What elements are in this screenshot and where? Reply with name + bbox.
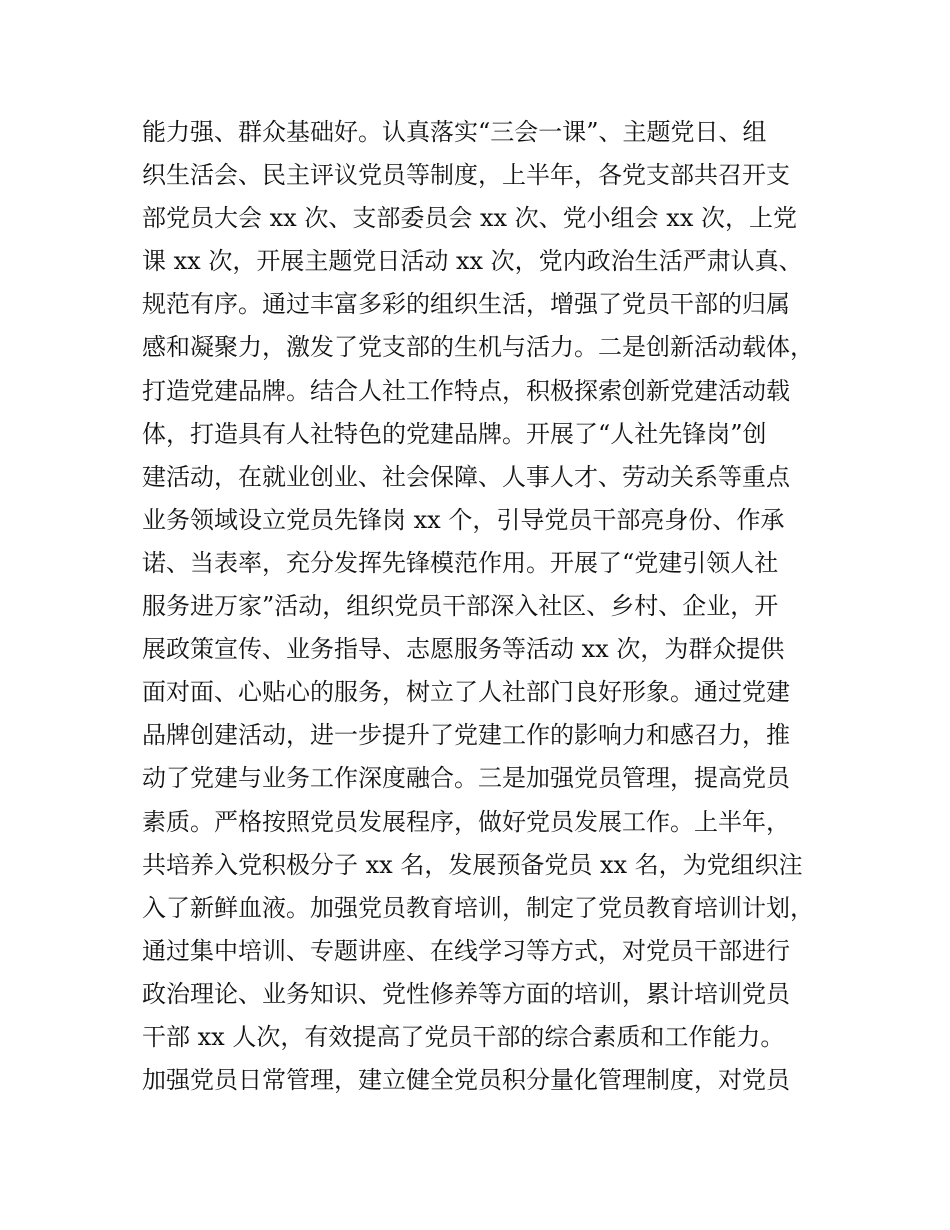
text-line: 织生活会、民主评议党员等制度，上半年，各党支部共召开支 — [142, 161, 790, 190]
text-line: 服务进万家”活动，组织党员干部深入社区、乡村、企业，开 — [142, 592, 779, 621]
text-line: 通过集中培训、专题讲座、在线学习等方式，对党员干部进行 — [142, 936, 790, 965]
text-line: 加强党员日常管理，建立健全党员积分量化管理制度，对党员 — [142, 1066, 790, 1095]
text-line: 课 xx 次，开展主题党日活动 xx 次，党内政治生活严肃认真、 — [142, 247, 803, 276]
text-line: 部党员大会 xx 次、支部委员会 xx 次、党小组会 xx 次，上党 — [142, 204, 797, 233]
text-line: 入了新鲜血液。加强党员教育培训，制定了党员教育培训计划， — [142, 893, 814, 922]
text-line: 展政策宣传、业务指导、志愿服务等活动 xx 次，为群众提供 — [142, 635, 785, 664]
text-line: 干部 xx 人次，有效提高了党员干部的综合素质和工作能力。 — [142, 1022, 785, 1051]
text-line: 建活动，在就业创业、社会保障、人事人才、劳动关系等重点 — [142, 462, 790, 491]
text-line: 诺、当表率，充分发挥先锋模范作用。开展了“党建引领人社 — [142, 548, 779, 577]
text-line: 业务领域设立党员先锋岗 xx 个，引导党员干部亮身份、作承 — [142, 505, 785, 534]
text-line: 动了党建与业务工作深度融合。三是加强党员管理，提高党员 — [142, 764, 790, 793]
text-line: 品牌创建活动，进一步提升了党建工作的影响力和感召力，推 — [142, 721, 790, 750]
text-line: 政治理论、业务知识、党性修养等方面的培训，累计培训党员 — [142, 979, 790, 1008]
text-line: 共培养入党积极分子 xx 名，发展预备党员 xx 名，为党组织注 — [142, 850, 803, 879]
text-line: 素质。严格按照党员发展程序，做好党员发展工作。上半年， — [142, 807, 790, 836]
text-line: 打造党建品牌。结合人社工作特点，积极探索创新党建活动载 — [142, 376, 790, 405]
text-line: 能力强、群众基础好。认真落实“三会一课”、主题党日、组 — [142, 118, 767, 146]
text-line: 感和凝聚力，激发了党支部的生机与活力。二是创新活动载体， — [142, 333, 814, 362]
body-paragraph — [142, 111, 822, 1102]
text-line: 规范有序。通过丰富多彩的组织生活，增强了党员干部的归属 — [142, 290, 790, 319]
text-line: 体，打造具有人社特色的党建品牌。开展了“人社先锋岗”创 — [142, 419, 767, 448]
text-line: 面对面、心贴心的服务，树立了人社部门良好形象。通过党建 — [142, 678, 790, 707]
